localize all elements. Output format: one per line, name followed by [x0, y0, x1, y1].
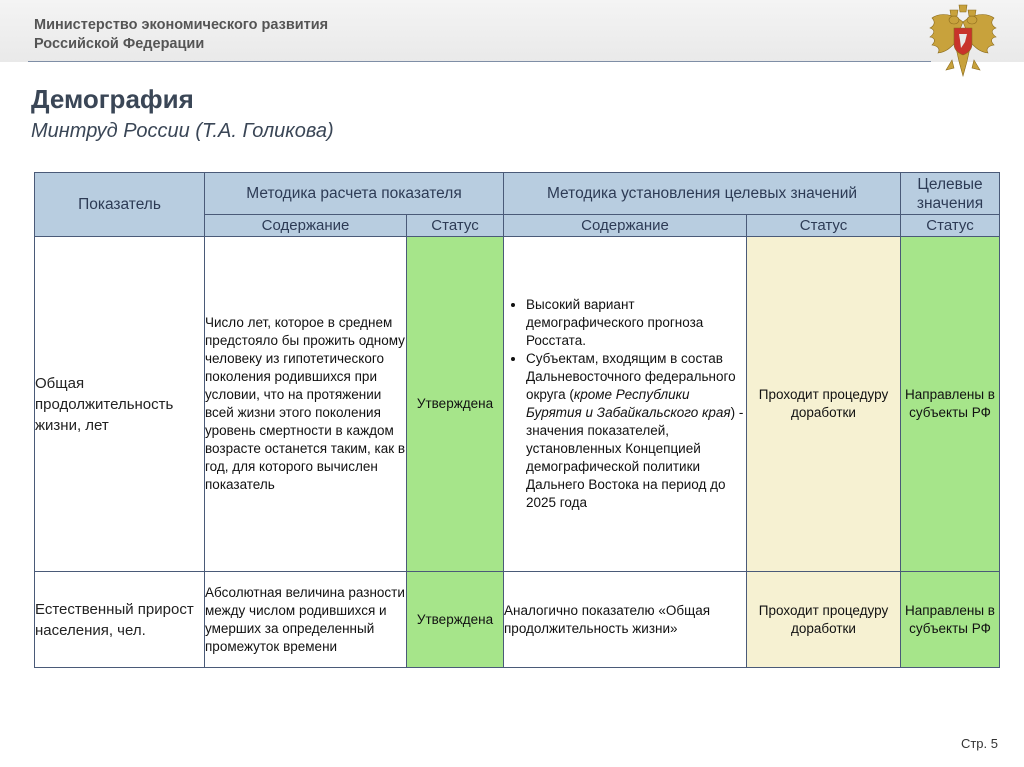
ministry-line-2: Российской Федерации [34, 36, 205, 52]
page-title: Демография [31, 84, 194, 114]
indicators-table [34, 172, 1000, 668]
col-indicator-header: Показатель [35, 173, 205, 237]
bullet-exception: кроме Республики Бурятия и Забайкальского края [526, 387, 731, 420]
table-row [35, 237, 1000, 572]
col-method-target-header: Методика установления целевых значений [504, 173, 901, 215]
subheader-status: Статус [407, 215, 504, 237]
target-bullet [526, 350, 746, 512]
ministry-name [34, 16, 328, 54]
subheader-content: Содержание [205, 215, 407, 237]
target-status: Проходит процедуру доработки [747, 237, 901, 572]
calc-content: Абсолютная величина разности между числом родившихся и умерших за определенный промежуток времени [205, 572, 407, 668]
bullet-text: ) - значения показателей, установленных Концепцией демографической политики Дальнего Востока на период до 2025 года [526, 405, 744, 510]
target-bullet-list [506, 296, 746, 512]
target-content [504, 237, 747, 572]
target-status: Проходит процедуру доработки [747, 572, 901, 668]
subheader-status: Статус [747, 215, 901, 237]
table-row [35, 572, 1000, 668]
ministry-line-1: Министерство экономического развития [34, 17, 329, 33]
calc-status: Утверждена [407, 237, 504, 572]
indicator-name: Естественный прирост населения, чел. [35, 572, 205, 668]
target-content: Аналогично показателю «Общая продолжительность жизни» [504, 572, 747, 668]
header-row [35, 173, 1000, 215]
page-subtitle: Минтруд России (Т.А. Голикова) [31, 120, 334, 142]
target-bullet: • Высокий вариант демографического прогноза Росстата. [526, 296, 746, 350]
values-status: Направлены в субъекты РФ [901, 237, 1000, 572]
calc-status: Утверждена [407, 572, 504, 668]
calc-content: Число лет, которое в среднем предстояло бы прожить одному человеку из гипотетического поколения родившихся при условии, что на протяжении всей жизни этого поколения уровень смертности в каждом возрасте останется таким, как в год, для которого вычислен показатель [205, 237, 407, 572]
values-status: Направлены в субъекты РФ [901, 572, 1000, 668]
subheader-status: Статус [901, 215, 1000, 237]
header-divider [28, 61, 931, 62]
col-method-calc-header: Методика расчета показателя [205, 173, 504, 215]
subheader-content: Содержание [504, 215, 747, 237]
page-number: Стр. 5 [960, 736, 998, 751]
indicator-name: Общая продолжительность жизни, лет [35, 237, 205, 572]
bullet-text: Субъектам, входящим в состав Дальневосточного федерального округа ( [526, 351, 736, 402]
col-target-values-header: Целевые значения [901, 173, 1000, 215]
coat-of-arms-icon [926, 4, 1000, 80]
